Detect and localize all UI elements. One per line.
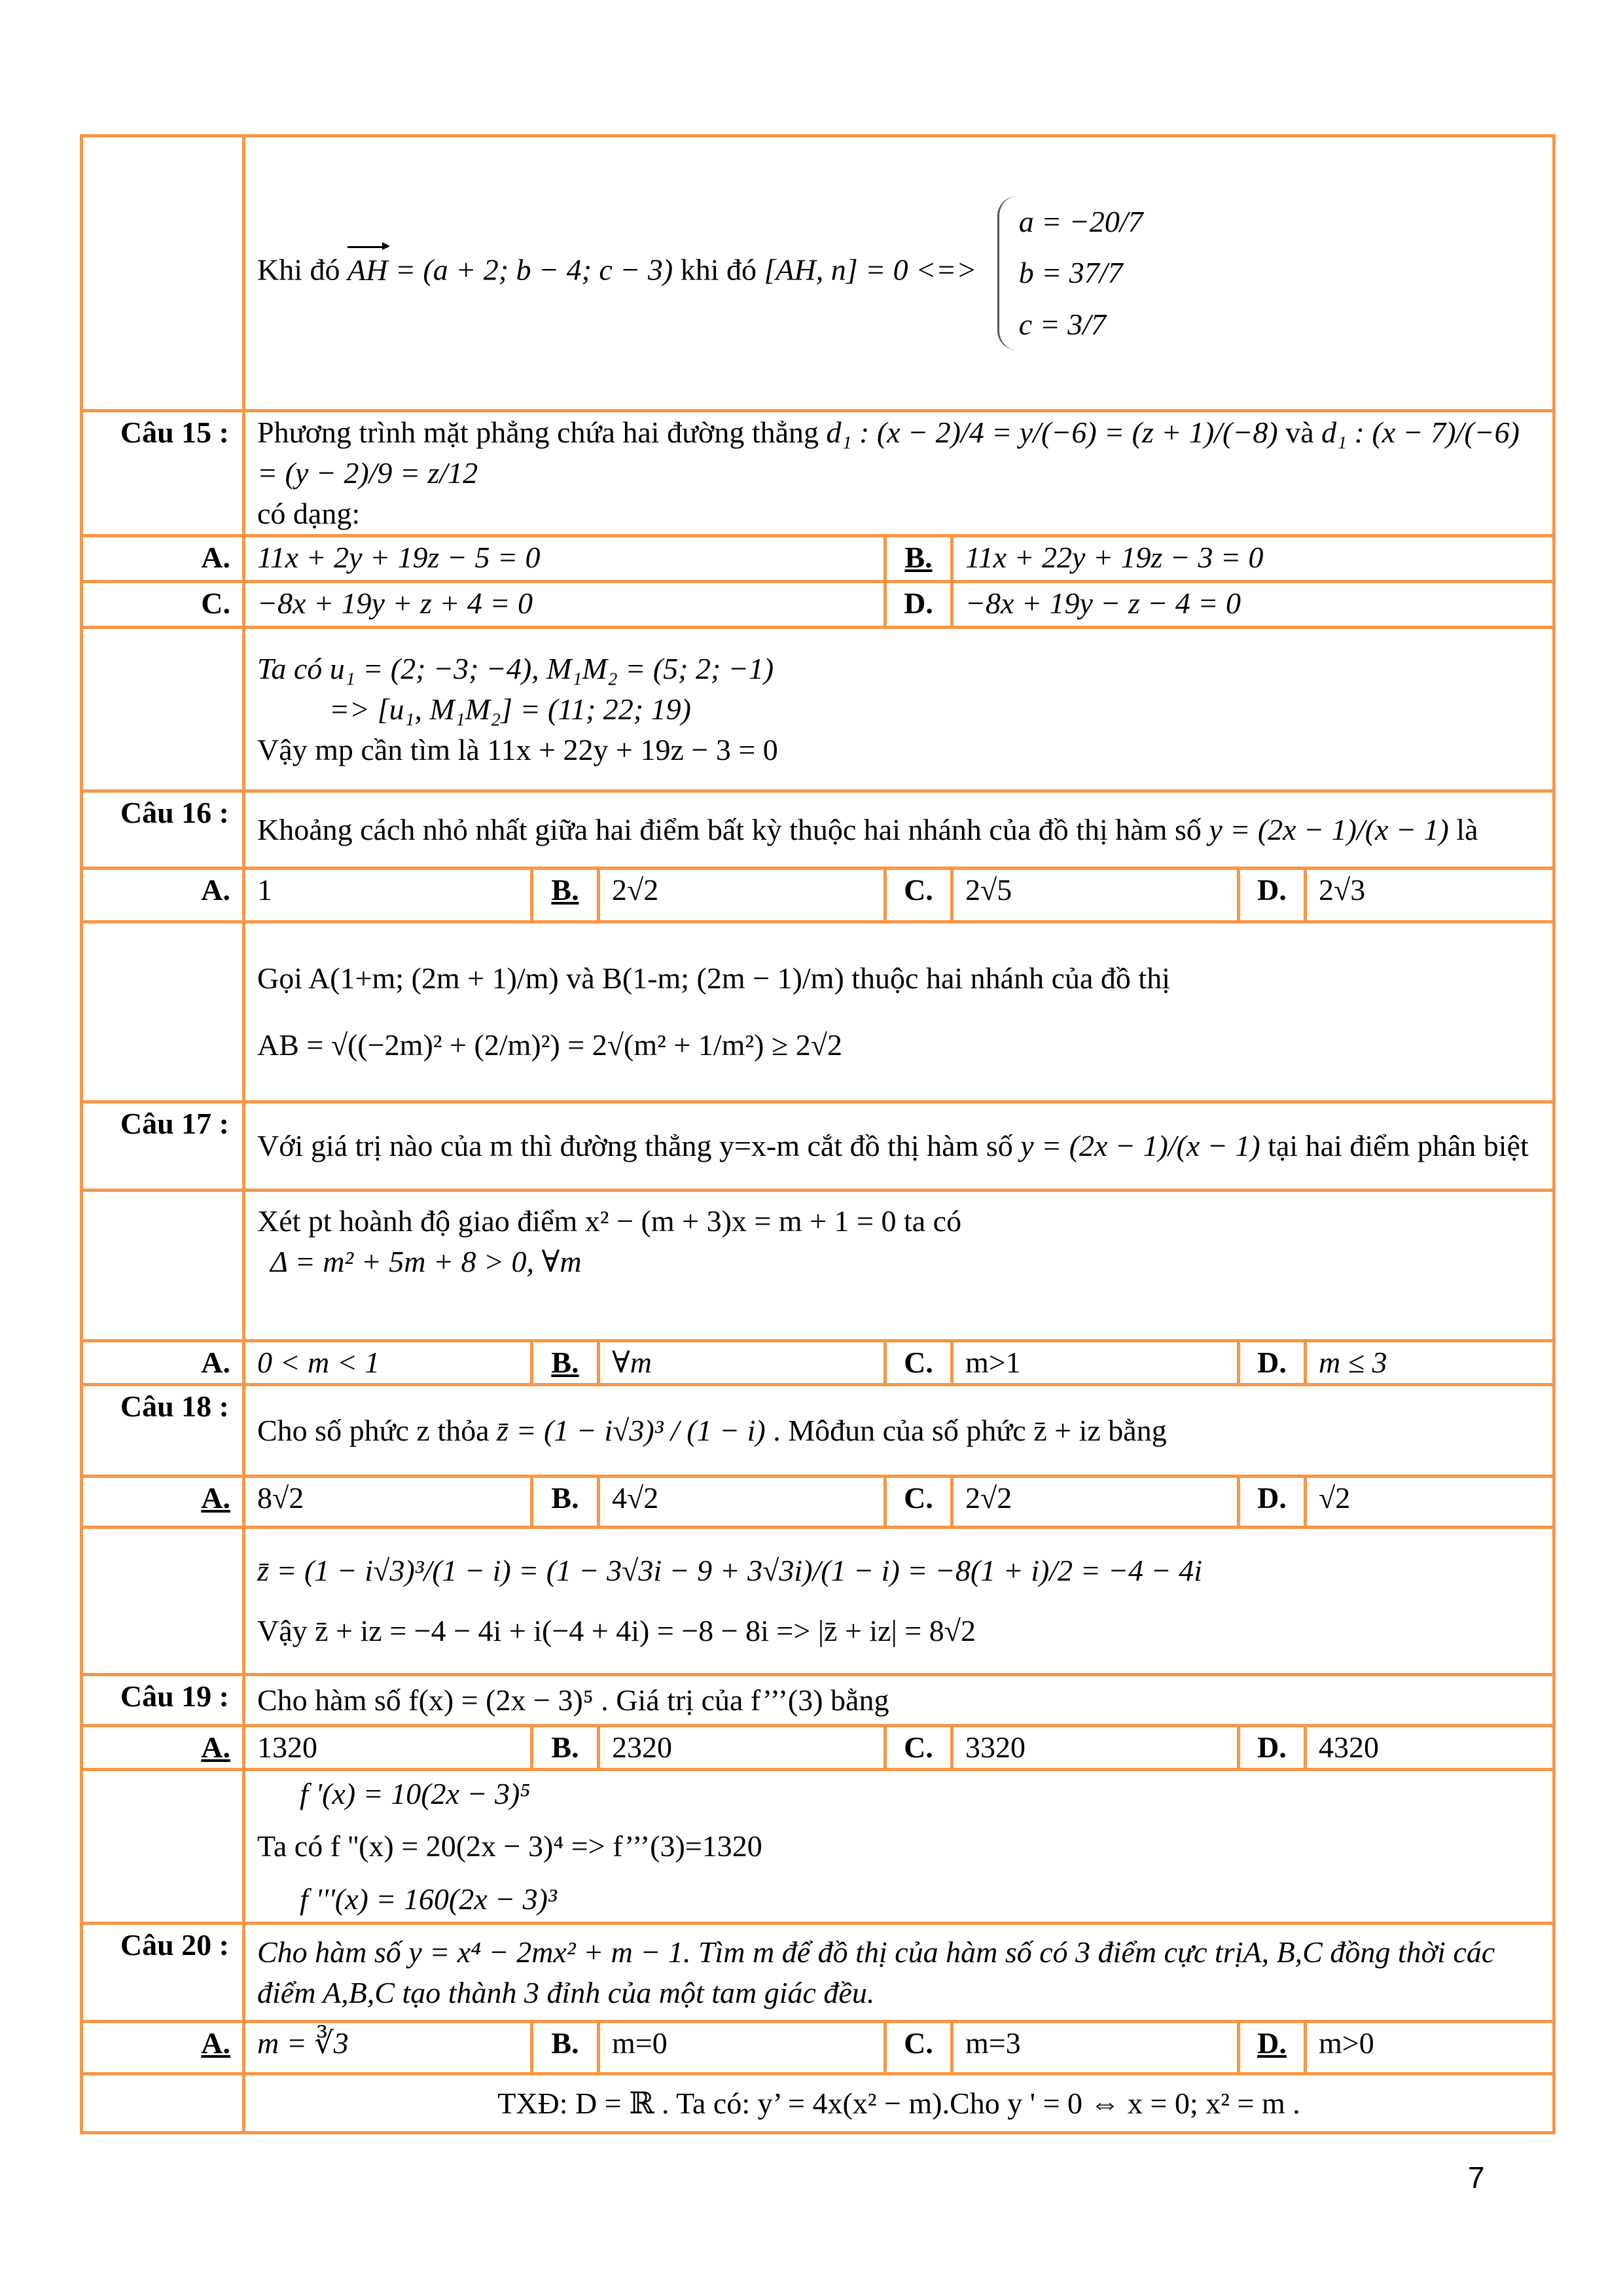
q17-label: Câu 17 : [82, 1102, 244, 1191]
q17-prompt-end: tại hai điểm phân biệt [1268, 1129, 1529, 1163]
q20-option-b-key[interactable]: B. [532, 2022, 599, 2074]
q19-options-row [82, 1726, 1554, 1770]
q17-prompt: Với giá trị nào của m thì đường thẳng y=x-m cắt đồ thị hàm số [257, 1129, 1013, 1163]
q15-solution-line-3: Vậy mp cần tìm là 11x + 22y + 19z − 3 = 0 [257, 732, 778, 766]
q19-solution-row [82, 1770, 1554, 1924]
q18-option-c-value: 2√2 [952, 1477, 1239, 1528]
q15-option-b-key[interactable]: B. [885, 536, 952, 582]
q19-option-c-value: 3320 [952, 1726, 1239, 1770]
q19-option-b-value: 2320 [599, 1726, 885, 1770]
q15-solution-line-1: Ta có u₁ = (2; −3; −4), M₁M₂ = (5; 2; −1) [257, 651, 774, 685]
q18-option-d-key[interactable]: D. [1239, 1477, 1306, 1528]
q18-label: Câu 18 : [82, 1385, 244, 1477]
q16-option-c-key[interactable]: C. [885, 869, 952, 922]
q15-option-a-value: 11x + 2y + 19z − 5 = 0 [244, 536, 885, 582]
q20-solution-line-1: TXĐ: D = ℝ . Ta có: y’ = 4x(x² − m).Cho y ' = 0 ⇔ x = 0; x² = m . [244, 2074, 1554, 2133]
q19-option-b-key[interactable]: B. [532, 1726, 599, 1770]
q16-option-d-value: 2√3 [1306, 869, 1554, 922]
q15-line2: d₁ : (x − 7)/(−6) = (y − 2)/9 = z/12 [257, 416, 1520, 490]
q19-solution-line-1: f '(x) = 10(2x − 3)⁵ [300, 1777, 531, 1811]
page-number: 7 [1468, 2161, 1485, 2195]
q15-option-b-value: 11x + 22y + 19z − 3 = 0 [952, 536, 1554, 582]
q19-option-c-key[interactable]: C. [885, 1726, 952, 1770]
q18-solution-row [82, 1528, 1554, 1675]
q17-solution-line-2: Δ = m² + 5m + 8 > 0, ∀m [270, 1245, 582, 1279]
q15-option-a-key[interactable]: A. [82, 536, 244, 582]
q16-option-a-key[interactable]: A. [82, 869, 244, 922]
q15-prompt: Phương trình mặt phẳng chứa hai đường thẳng [257, 416, 819, 449]
q19-option-d-key[interactable]: D. [1239, 1726, 1306, 1770]
q17-question-row [82, 1102, 1554, 1191]
q16-option-d-key[interactable]: D. [1239, 869, 1306, 922]
q16-option-c-value: 2√5 [952, 869, 1239, 922]
q14-system [997, 196, 1143, 350]
q14-cross-product: [AH, n] = 0 <=> [764, 253, 977, 287]
q15-conj: và [1285, 416, 1314, 449]
q18-prompt-end: . Môđun của số phức z̄ + iz bằng [773, 1413, 1167, 1447]
q15-options-row-1 [82, 536, 1554, 582]
q18-option-a-key[interactable]: A. [82, 1477, 244, 1528]
q20-option-a-key[interactable]: A. [82, 2022, 244, 2074]
q19-option-d-value: 4320 [1306, 1726, 1554, 1770]
q14-expr1: = (a + 2; b − 4; c − 3) [395, 253, 673, 287]
q20-prompt: Cho hàm số y = x⁴ − 2mx² + m − 1. Tìm m để đồ thị của hàm số có 3 điểm cực trịA, B,C đồng thời các điểm A,B,C tạo thành 3 đỉnh của một tam giác đều. [244, 1924, 1554, 2022]
q15-line1: d₁ : (x − 2)/4 = y/(−6) = (z + 1)/(−8) [826, 416, 1278, 449]
q19-question-row [82, 1675, 1554, 1726]
q16-question-row [82, 791, 1554, 869]
q15-label: Câu 15 : [82, 411, 244, 536]
q16-option-b-value: 2√2 [599, 869, 885, 922]
q20-option-d-value: m>0 [1306, 2022, 1554, 2074]
q20-options-row [82, 2022, 1554, 2074]
q17-option-a-value: 0 < m < 1 [244, 1341, 532, 1385]
q18-option-b-value: 4√2 [599, 1477, 885, 1528]
q20-question-row [82, 1924, 1554, 2022]
q18-option-d-value: √2 [1306, 1477, 1554, 1528]
q20-option-d-key[interactable]: D. [1239, 2022, 1306, 2074]
q20-option-a-value: m = ∛3 [244, 2022, 532, 2074]
q15-option-d-key[interactable]: D. [885, 582, 952, 628]
q15-solution-row [82, 628, 1554, 791]
q15-option-c-key[interactable]: C. [82, 582, 244, 628]
q15-solution-line-2: => [u₁, M₁M₂] = (11; 22; 19) [329, 692, 691, 726]
q15-prompt-end: có dạng: [257, 497, 361, 531]
q15-option-c-value: −8x + 19y + z + 4 = 0 [244, 582, 885, 628]
q18-prompt: Cho số phức z thỏa [257, 1413, 490, 1447]
q15-option-d-value: −8x + 19y − z − 4 = 0 [952, 582, 1554, 628]
q14-text-before: Khi đó [257, 253, 340, 287]
question-table [80, 134, 1556, 2134]
q15-options-row-2 [82, 582, 1554, 628]
q16-solution-line-1: Gọi A(1+m; (2m + 1)/m) và B(1-m; (2m − 1)/m) thuộc hai nhánh của đồ thị [257, 961, 1170, 996]
q16-option-a-value: 1 [244, 869, 532, 922]
q19-solution-line-2: Ta có f ''(x) = 20(2x − 3)⁴ => f’’’(3)=1320 [257, 1829, 762, 1863]
q17-option-d-value: m ≤ 3 [1306, 1341, 1554, 1385]
q18-question-row [82, 1385, 1554, 1477]
q19-option-a-value: 1320 [244, 1726, 532, 1770]
q16-solution-line-2: AB = √((−2m)² + (2/m)²) = 2√(m² + 1/m²) ≥ 2√2 [257, 1028, 842, 1062]
q18-solution-line-1: z̄ = (1 − i√3)³/(1 − i) = (1 − 3√3i − 9 + 3√3i)/(1 − i) = −8(1 + i)/2 = −4 − 4i [257, 1554, 1202, 1588]
q19-prompt: Cho hàm số f(x) = (2x − 3)⁵ . Giá trị của f’’’(3) bằng [244, 1675, 1554, 1726]
q16-func: y = (2x − 1)/(x − 1) [1209, 812, 1449, 846]
vector-ah: AH [348, 250, 387, 291]
q17-func: y = (2x − 1)/(x − 1) [1020, 1129, 1260, 1163]
q14-system-a: a = −20/7 [1018, 205, 1143, 239]
q19-option-a-key[interactable]: A. [82, 1726, 244, 1770]
q16-option-b-key[interactable]: B. [532, 869, 599, 922]
q17-option-b-value: ∀m [599, 1341, 885, 1385]
q17-options-row [82, 1341, 1554, 1385]
q17-option-d-key[interactable]: D. [1239, 1341, 1306, 1385]
q17-option-c-key[interactable]: C. [885, 1341, 952, 1385]
q18-options-row [82, 1477, 1554, 1528]
q14-system-b: b = 37/7 [1018, 256, 1123, 290]
q19-label: Câu 19 : [82, 1675, 244, 1726]
q16-label: Câu 16 : [82, 791, 244, 869]
q16-options-row [82, 869, 1554, 922]
q20-option-b-value: m=0 [599, 2022, 885, 2074]
q20-option-c-value: m=3 [952, 2022, 1239, 2074]
q17-option-a-key[interactable]: A. [82, 1341, 244, 1385]
q20-option-c-key[interactable]: C. [885, 2022, 952, 2074]
q20-solution-row [82, 2074, 1554, 2133]
q18-solution-line-2: Vậy z̄ + iz = −4 − 4i + i(−4 + 4i) = −8 − 8i => |z̄ + iz| = 8√2 [257, 1614, 976, 1648]
q18-option-b-key[interactable]: B. [532, 1477, 599, 1528]
q16-prompt: Khoảng cách nhỏ nhất giữa hai điểm bất kỳ thuộc hai nhánh của đồ thị hàm số [257, 812, 1202, 846]
q18-option-c-key[interactable]: C. [885, 1477, 952, 1528]
q17-solution-line-1: Xét pt hoành độ giao điểm x² − (m + 3)x = m + 1 = 0 ta có [257, 1204, 962, 1238]
q17-option-c-value: m>1 [952, 1341, 1239, 1385]
q15-question-row [82, 411, 1554, 536]
q16-solution-row [82, 922, 1554, 1102]
q19-solution-line-3: f '''(x) = 160(2x − 3)³ [300, 1882, 557, 1916]
q14-system-c: c = 3/7 [1018, 307, 1107, 341]
q17-solution-row [82, 1191, 1554, 1341]
q18-option-a-value: 8√2 [244, 1477, 532, 1528]
q14-text-mid: khi đó [680, 253, 757, 287]
q20-label: Câu 20 : [82, 1924, 244, 2022]
q14-solution-row [82, 136, 1554, 411]
q16-prompt-end: là [1456, 812, 1478, 846]
q17-option-b-key[interactable]: B. [532, 1341, 599, 1385]
q18-eq: z̄ = (1 − i√3)³ / (1 − i) [497, 1413, 766, 1447]
